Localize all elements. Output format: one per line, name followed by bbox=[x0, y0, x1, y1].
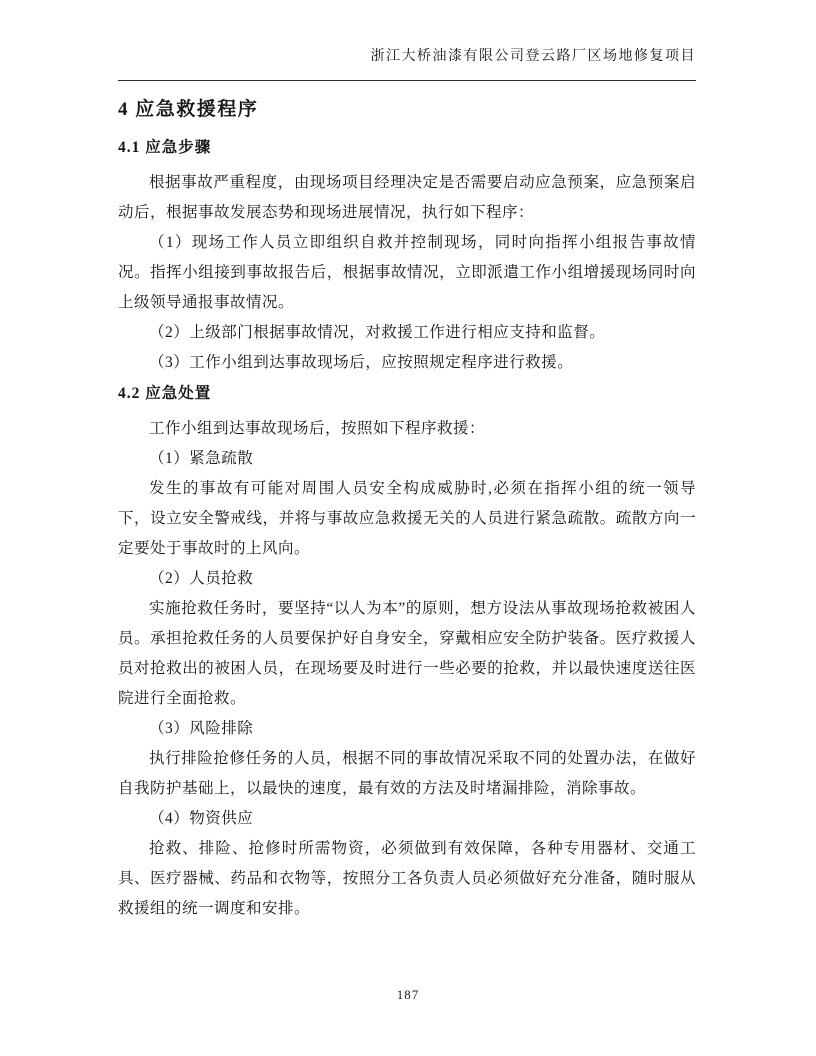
section-heading-4-1: 4.1 应急步骤 bbox=[118, 139, 212, 156]
paragraph-4-2-item-1-title: （1）紧急疏散 bbox=[149, 450, 254, 467]
header-project-title: 浙江大桥油漆有限公司登云路厂区场地修复项目 bbox=[370, 49, 696, 64]
paragraph-4-2-item-2-body: 实施抢救任务时，要坚持“以人为本”的原则，想方设法从事故现场抢救被困人员。承担抢救任务的人员要保护好自身安全，穿戴相应安全防护装备。医疗救援人员对抢救出的被困人员，在现场要及时进行一些必要的抢救，并以最快速度送往医院进行全面抢救。 bbox=[118, 600, 696, 707]
paragraph-4-1-intro: 根据事故严重程度，由现场项目经理决定是否需要启动应急预案，应急预案启动后，根据事故发展态势和现场进展情况，执行如下程序： bbox=[118, 174, 696, 221]
page-number: 187 bbox=[396, 987, 420, 1002]
section-heading-4-2: 4.2 应急处置 bbox=[118, 385, 212, 402]
paragraph-4-2-item-4-body: 抢救、排险、抢修时所需物资，必须做到有效保障，各种专用器材、交通工具、医疗器械、药品和衣物等，按照分工各负责人员必须做好充分准备，随时服从救援组的统一调度和安排。 bbox=[118, 840, 696, 917]
page-header bbox=[118, 48, 696, 81]
paragraph-4-1-item-2: （2）上级部门根据事故情况，对救援工作进行相应支持和监督。 bbox=[149, 324, 606, 341]
paragraph-4-2-item-4-title: （4）物资供应 bbox=[149, 810, 254, 827]
paragraph-4-2-item-3-title: （3）风险排除 bbox=[149, 720, 254, 737]
paragraph-4-2-intro: 工作小组到达事故现场后，按照如下程序救援： bbox=[149, 420, 486, 437]
paragraph-4-2-item-1-body: 发生的事故有可能对周围人员安全构成威胁时,必须在指挥小组的统一领导下，设立安全警戒线，并将与事故应急救援无关的人员进行紧急疏散。疏散方向一定要处于事故时的上风向。 bbox=[118, 480, 696, 557]
chapter-title: 4 应急救援程序 bbox=[118, 99, 259, 120]
page-footer bbox=[0, 986, 816, 1004]
paragraph-4-1-item-3: （3）工作小组到达事故现场后，应按照规定程序进行救援。 bbox=[149, 354, 574, 371]
paragraph-4-2-item-2-title: （2）人员抢救 bbox=[149, 570, 254, 587]
paragraph-4-2-item-3-body: 执行排险抢修任务的人员，根据不同的事故情况采取不同的处置办法，在做好自我防护基础上，以最快的速度，最有效的方法及时堵漏排险，消除事故。 bbox=[118, 750, 696, 797]
paragraph-4-1-item-1: （1）现场工作人员立即组织自救并控制现场，同时向指挥小组报告事故情况。指挥小组接到事故报告后，根据事故情况，立即派遣工作小组增援现场同时向上级领导通报事故情况。 bbox=[118, 234, 696, 311]
